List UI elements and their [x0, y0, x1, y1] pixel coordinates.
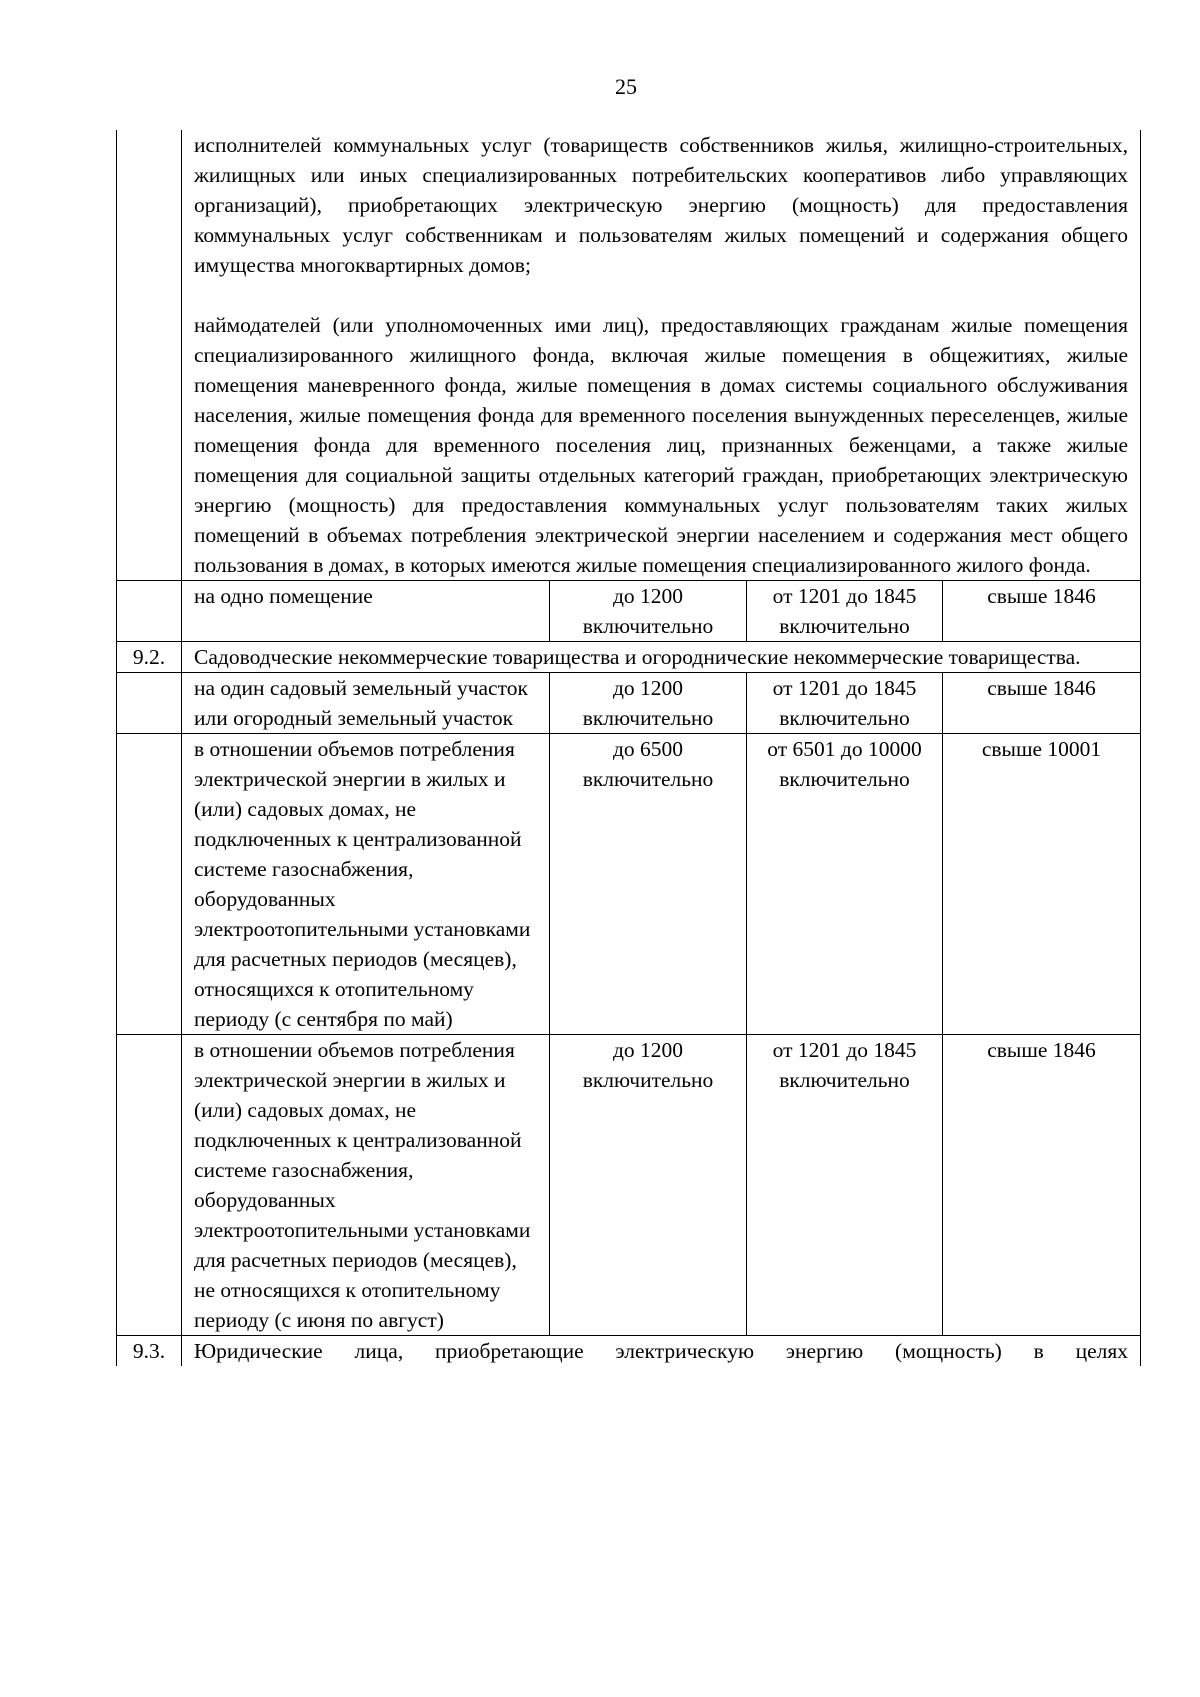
range-cell: от 1201 до 1845 включительно: [747, 1035, 943, 1336]
range-cell: от 6501 до 10000 включительно: [747, 734, 943, 1035]
range-cell: свыше 1846: [943, 673, 1141, 734]
range-cell: свыше 1846: [943, 581, 1141, 642]
intro-cell: [182, 130, 1141, 581]
range-cell: до 1200 включительно: [550, 1035, 747, 1336]
section-title: Садоводческие некоммерческие товарищества и огороднические некоммерческие товарищества.: [182, 642, 1141, 673]
row-number-cell: [117, 1035, 182, 1336]
table-row: [117, 130, 1141, 581]
range-cell: от 1201 до 1845 включительно: [747, 673, 943, 734]
intro-paragraph: наймодателей (или уполномоченных ими лиц), предоставляющих гражданам жилые помещения специализированного жилищного фонда, включая жилые помещения в общежитиях, жилые помещения маневренного фонда, жилые помещения в домах системы социального обслуживания населения, жилые помещения фонда для временного поселения вынужденных переселенцев, жилые помещения фонда для временного поселения лиц, признанных беженцами, а также жилые помещения для социальной защиты отдельных категорий граждан, приобретающих электрическую энергию (мощность) для предоставления коммунальных услуг пользователям таких жилых помещений в объемах потребления электрической энергии населением и содержания мест общего пользования в домах, в которых имеются жилые помещения специализированного жилого фонда.: [194, 313, 1128, 577]
range-cell: до 6500 включительно: [550, 734, 747, 1035]
table-row: [117, 1336, 1141, 1367]
section-number: 9.2.: [117, 642, 182, 673]
table-row: [117, 581, 1141, 642]
table-row: [117, 734, 1141, 1035]
section-number: 9.3.: [117, 1336, 182, 1367]
row-number-cell: [117, 673, 182, 734]
intro-paragraph: исполнителей коммунальных услуг (товариществ собственников жилья, жилищно-строительных, жилищных или иных специализированных потребительских кооперативов либо управляющих организаций), приобретающих электрическую энергию (мощность) для предоставления коммунальных услуг собственникам и пользователям жилых помещений и содержания общего имущества многоквартирных домов;: [194, 133, 1128, 277]
row-label: на одно помещение: [182, 581, 550, 642]
table-row: [117, 1035, 1141, 1336]
row-label: в отношении объемов потребления электрической энергии в жилых и (или) садовых домах, не подключенных к централизованной системе газоснабжения, оборудованных электроотопительными установками для расчетных периодов (месяцев), относящихся к отопительному периоду (с сентября по май): [182, 734, 550, 1035]
range-cell: свыше 1846: [943, 1035, 1141, 1336]
table-row: [117, 673, 1141, 734]
table-row: [117, 642, 1141, 673]
tariff-table: [116, 130, 1141, 1366]
section-title: Юридические лица, приобретающие электрическую энергию (мощность) в целях: [182, 1336, 1141, 1367]
row-label: в отношении объемов потребления электрической энергии в жилых и (или) садовых домах, не подключенных к централизованной системе газоснабжения, оборудованных электроотопительными установками для расчетных периодов (месяцев), не относящихся к отопительному периоду (с июня по август): [182, 1035, 550, 1336]
range-cell: от 1201 до 1845 включительно: [747, 581, 943, 642]
range-cell: до 1200 включительно: [550, 673, 747, 734]
range-cell: свыше 10001: [943, 734, 1141, 1035]
row-number-cell: [117, 581, 182, 642]
row-number-cell: [117, 734, 182, 1035]
range-cell: до 1200 включительно: [550, 581, 747, 642]
row-label: на один садовый земельный участок или огородный земельный участок: [182, 673, 550, 734]
row-number-cell: [117, 130, 182, 581]
page-number: 25: [615, 74, 637, 99]
